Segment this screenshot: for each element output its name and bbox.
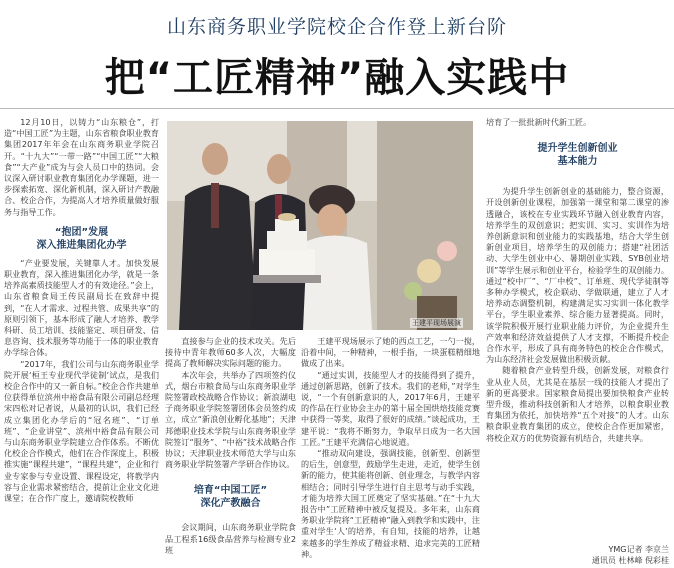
col1-subheading: “抱团”发展 深入推进集团化办学	[36, 226, 127, 251]
headline: 把“工匠精神”融入实践中	[104, 55, 570, 101]
col3-paragraph: “通过实训，技能型人才的技能得到了提升，通过创新思路，创新了技术。我们的老师，”对学生说，“一个有创新意识的人，2017年6月，王建平的作品在行业协会主办的第十届全国烘焙技能竞赛中获得一等奖，取得了很好的成绩。”谈起成功，王建平说：“我将不断努力，争取早日成为一名大国工匠。”王建平充满信心地说道。	[301, 369, 480, 447]
col1-paragraph: 12月10日，以铸力“山东粮仓”，打造“中国工匠”为主题，山东省粮食职业教育集团2017年年会在山东商务职业学院召开。“十九大”“一带一路”“中国工匠”“大粮食”“大产业”成为与会人员口中的热词。会议深入研讨职业教育集团化办学课题，进一步探索拓宽、深化新机制，深入研讨产教融合、校企合作，为提高人才培养质量做好服务与指导工作。	[4, 117, 159, 217]
byline-reporter: YMG记者 李京兰	[608, 545, 669, 554]
col2-subheading: 培育“中国工匠” 深化产教融合	[193, 485, 268, 510]
kicker: 山东商务职业学院校企合作登上新台阶	[166, 16, 507, 38]
col3-paragraph: 王建平现场展示了她的西点工艺，一勺一搅，沿着中间，一种精神，一根手指，一块蛋糕精细地做成了出来。	[301, 336, 480, 369]
byline-correspondents: 通讯员 杜林峰 倪彩桂	[591, 556, 669, 565]
col2-paragraph: 本次年会，共举办了四项签约仪式，烟台市粮食局与山东商务职业学院签署政校战略合作协议；新浪湖电子商务职业学院签署团体会员签约成立，成立“新浪创业孵化基地”；天津邦德职业技术学院与山东商务职业学院签订“服务”、“中裕”技术战略合作协议；天津职业技术师范大学与山东商务职业学院签署产学研合作协议。	[165, 369, 296, 470]
col4-paragraph: 培育了一批批新时代新工匠。	[486, 117, 592, 127]
column-1	[4, 117, 159, 568]
col3-paragraph: “推动双向建设，强调技能，创新型、创新型的后生，创意型，鼓励学生走进，走近，使学生创新的能力，使其能将创新、创业理念，与教学内容相结合；同时引导学生进行自主思考与动手实践，才能为培养大国工匠奠定了坚实基础。”在“十九大报告中”工匠精神中被反复提及。多年来，山东商务职业学院将“工匠精神”融入到教学和实践中，注重对学生‘人’的培养，有自知，技能的培养，让越来越多的学生养成了精益求精、追求完美的工匠精神。	[301, 448, 480, 559]
col4-paragraph: 为提升学生创新创业的基础能力，整合资源，开设创新创业课程，加强第一课堂和第二课堂的渗透融合，该校在专业实践环节融入创业教育内容，培养学生的双创意识；把实训、实习、实训作为培养创新意识和创业能力的实践基地，结合大学生创新创业项目，培养学生的双创能力；搭建“社团活动、大学生创业中心、暑期创业实践、SYB创业培训”等学生展示和创业平台，检验学生的双创能力。通过“校中厂”、“厂中校”、订单班、现代学徒制等多种办学模式，校企联动、学做联通，建立了人才培养动态调整机制，构建满足实习实训一体化教学平台，学生职业素养、综合能力显著提高。同时，该学院积极开展行业职业能力评价，为企业提升生产效率和经济效益提供了人才支撑，不断提升校企合作水平，形成了具有商务特色的校企合作模式，为山东经济社会发展做出积极贡献。	[486, 186, 669, 365]
col1-paragraph: “产业要发展，关键靠人才。加快发展职业教育，深入推进集团化办学，就是一条培养高素质技能型人才的有效途径。”会上，山东省粮食局王传民副局长在致辞中提到，“在人才需求、过程共管、成果共享”的原则引领下，基本形成了融人才培养、教学科研、员工培训、技能鉴定、项目研发、信息咨询、技术服务等功能于一体的职业教育办学综合体。	[4, 257, 159, 358]
column-3	[301, 336, 480, 568]
column-2	[165, 336, 296, 568]
col2-paragraph: 会议期间，山东商务职业学院食品工程系16级食品营养与检测专业2班	[165, 522, 296, 555]
column-4	[486, 117, 669, 547]
byline	[486, 544, 669, 566]
photo	[167, 121, 473, 330]
col4-paragraph: 随着粮食产业转型升级，创新发展，对粮食行业从业人员，尤其是在基层一线的技能人才提出了新的更高要求。国家粮食局提出要加快粮食产业转型升级，推动科技创新和人才培养，以粮食职业教育集团为依托，加快培养“五个对接”的人才。山东粮食职业教育集团的成立，使校企合作更加紧密，将校企双方的优势资源有机结合，共建共享。	[486, 365, 669, 443]
col4-subheading: 提升学生创新创业 基本能力	[537, 143, 618, 168]
col2-paragraph: 直接参与企业的技术攻关。先后接待中青年教师60多人次，大幅度提高了教师解决实际问题的能力。	[165, 336, 296, 369]
photo-image	[167, 121, 473, 330]
photo-credit: 王建平现场展演	[412, 319, 461, 327]
header-divider	[0, 108, 674, 109]
col1-paragraph: “2017年，我们公司与山东商务职业学院开展‘桓王专业现代学徒制’试点，是我们校企合作中的又一新自标。”校企合作共建单位获得单位滨州中裕食品有限公司副总经理宋四松对记者说，从最初的认识，我们已经成立集团化办学后的“冠名班”、“订单班”、“企业讲堂”、滨州中裕食品有限公司与山东商务职业学院建立合作体系。不断优化校企合作模式，他们在合作深度上，积极推实施“课程共建”，“课程共建”，企业和行业专家参与专业设置、课程设定，将教学内容与企业需求紧密结合，提前让企业文化进课堂；在合作广度上，邀请院校教师	[4, 358, 159, 504]
